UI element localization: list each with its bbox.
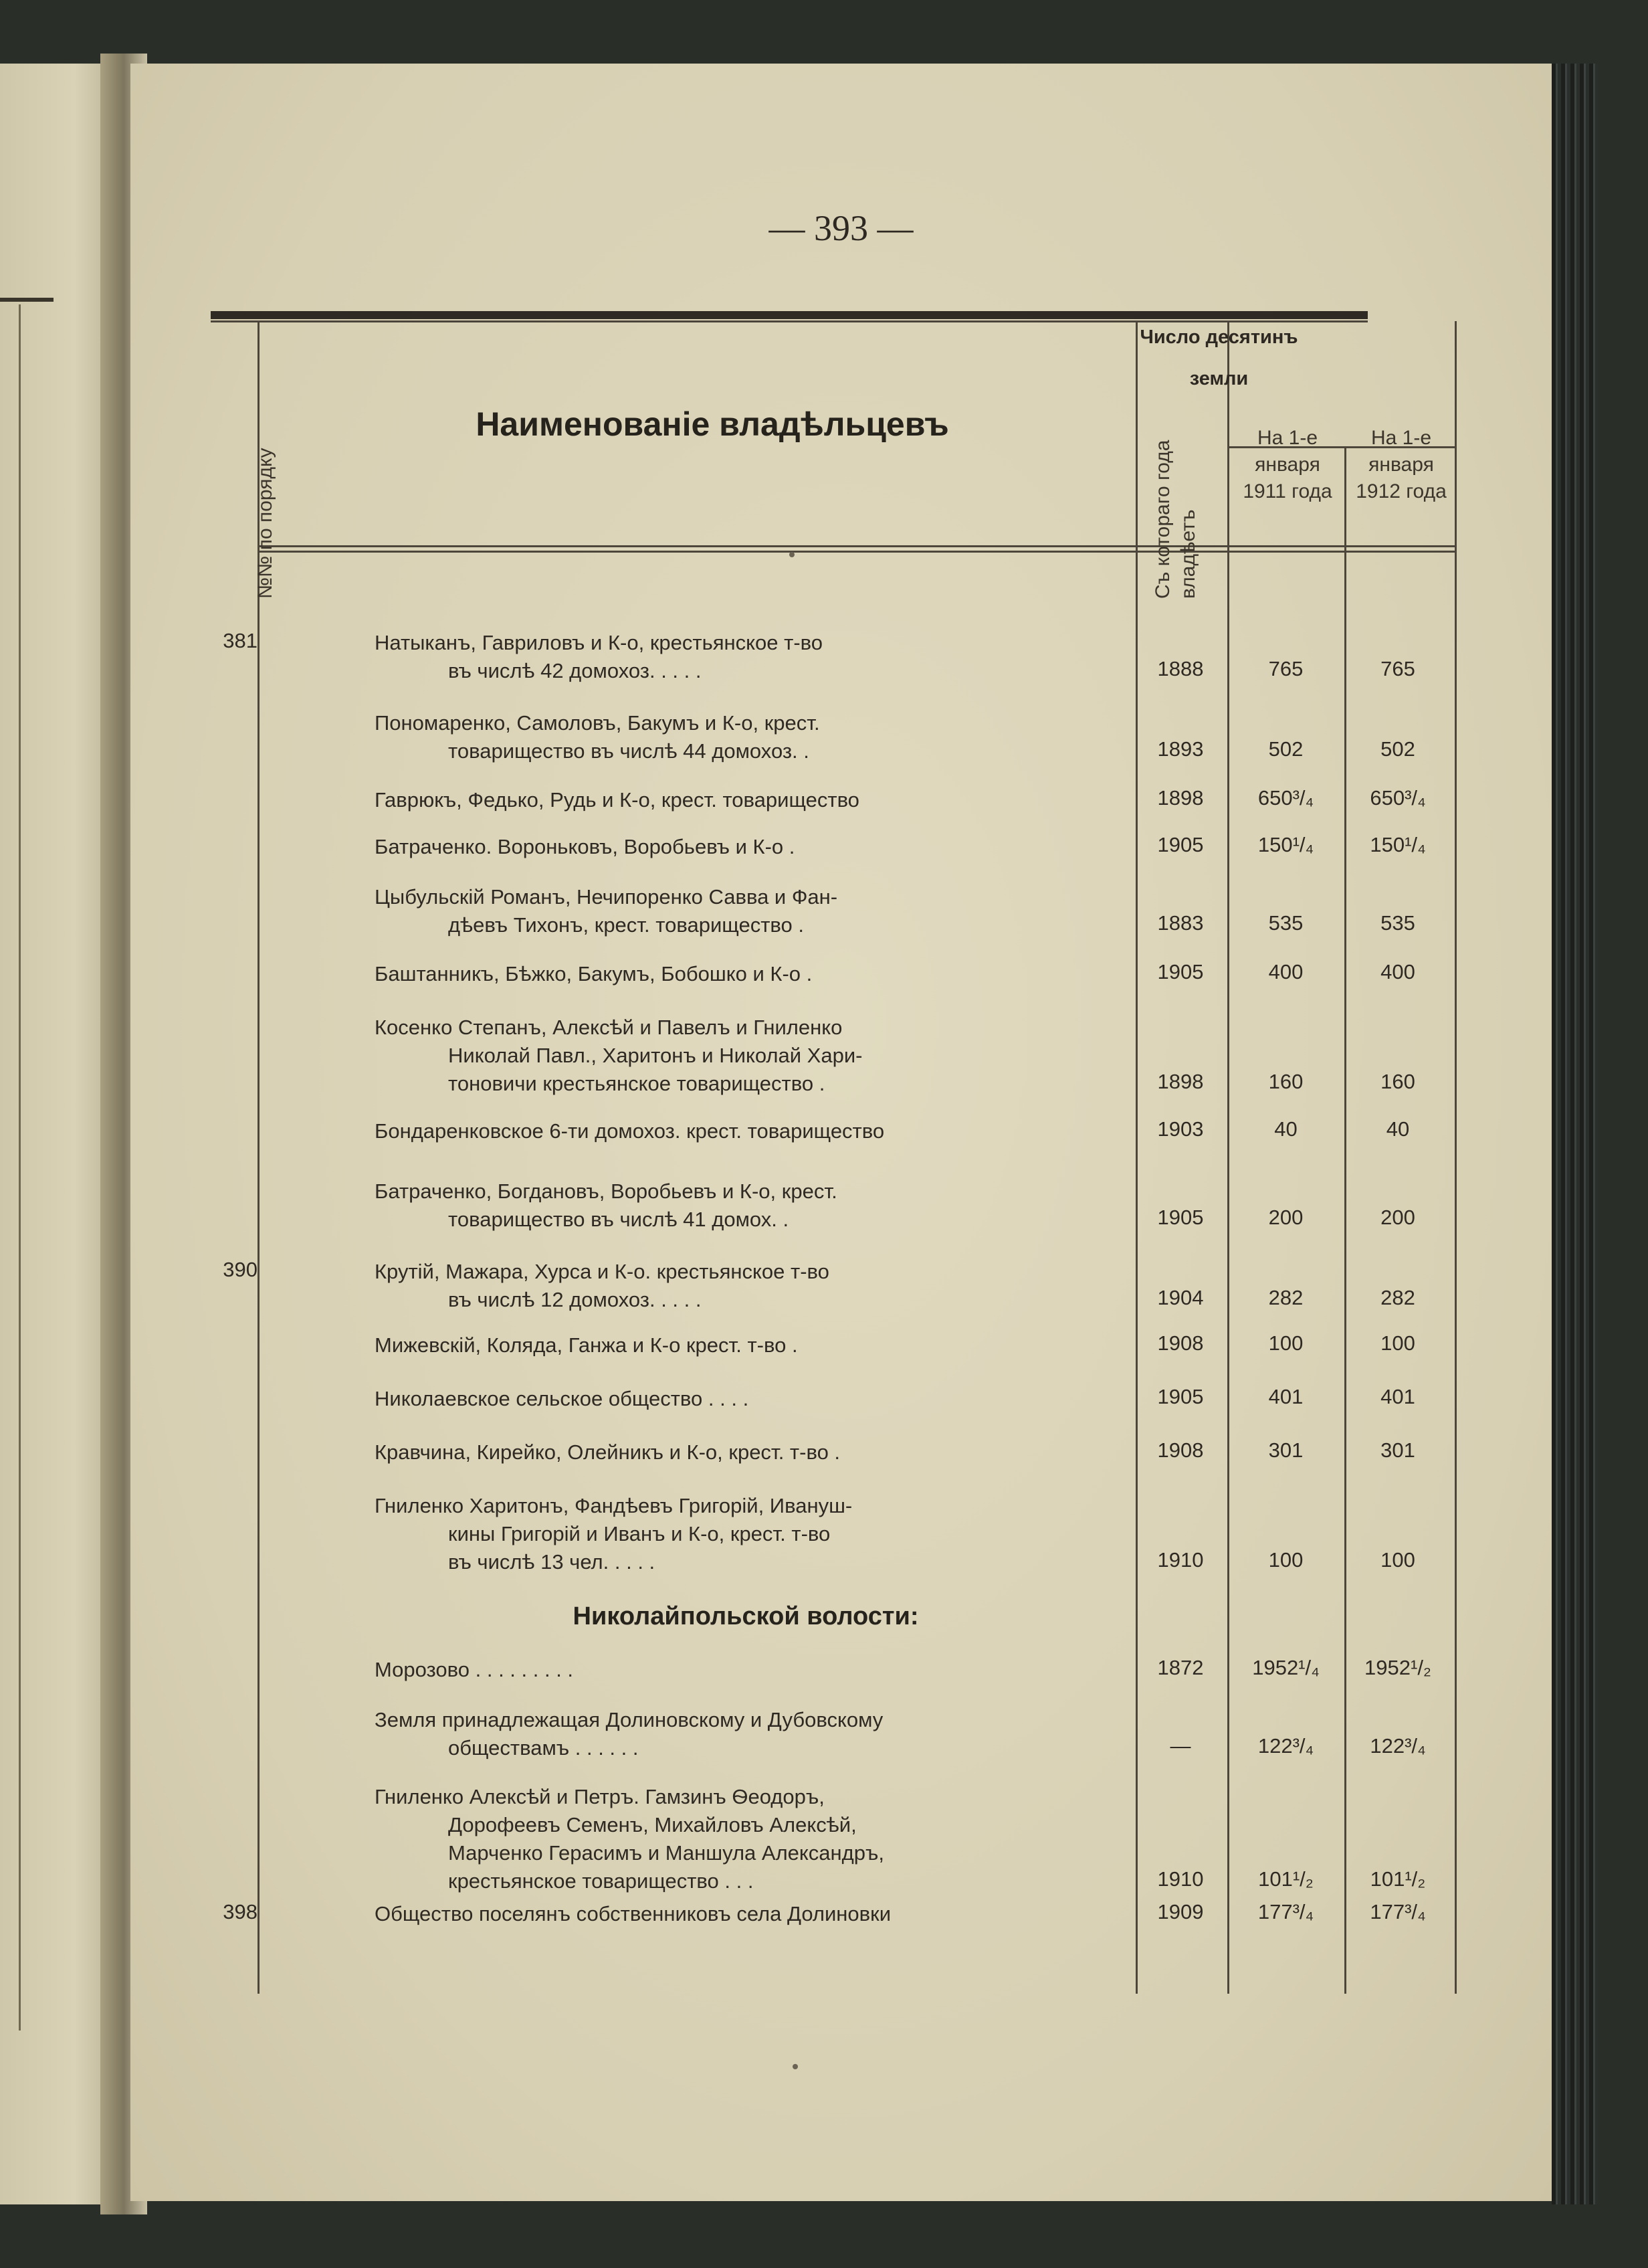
owner-name-line: Батраченко. Вороньковъ, Воробьевъ и К-о . xyxy=(375,835,795,858)
header-since-year-line2: владѣетъ xyxy=(1177,509,1199,599)
owner-name-line: Общество поселянъ собственниковъ села Долиновки xyxy=(375,1902,892,1925)
owner-name-line: Батраченко, Богдановъ, Воробьевъ и К-о, крест. xyxy=(375,1179,837,1203)
area-1911: 177³/₄ xyxy=(1257,1900,1314,1923)
area-1911: 502 xyxy=(1268,737,1304,761)
owner-name-line: Дорофеевъ Семенъ, Михайловъ Алексѣй, xyxy=(448,1813,857,1836)
area-1911: 101¹/₂ xyxy=(1258,1867,1314,1891)
header-col-1912: На 1-е января 1912 года xyxy=(1356,427,1447,502)
since-year: 1905 xyxy=(1157,833,1204,856)
area-1911: 122³/₄ xyxy=(1257,1734,1314,1758)
header-col-1911: На 1-е января 1911 года xyxy=(1243,427,1332,502)
area-1912: 177³/₄ xyxy=(1370,1900,1426,1923)
page-number: — 393 — xyxy=(768,208,914,248)
owner-name-line: крестьянское товарищество . . . xyxy=(448,1869,754,1893)
area-1912: 100 xyxy=(1380,1548,1415,1572)
since-year: 1905 xyxy=(1157,1385,1204,1408)
since-year: 1910 xyxy=(1157,1867,1204,1891)
owner-name-line: Кравчина, Кирейко, Олейникъ и К-о, крест. т-во . xyxy=(375,1440,841,1464)
row-number: 398 xyxy=(223,1900,258,1923)
area-1911: 650³/₄ xyxy=(1257,786,1314,810)
owner-name-line: Земля принадлежащая Долиновскому и Дубовскому xyxy=(375,1708,884,1731)
area-1912: 282 xyxy=(1380,1286,1415,1309)
left-page-rule xyxy=(0,298,54,302)
owner-name xyxy=(375,1331,1144,1359)
since-year: 1904 xyxy=(1157,1286,1204,1309)
area-1912: 400 xyxy=(1380,960,1415,983)
header-number: №№ по порядку xyxy=(254,448,276,599)
header-owner-name: Наименованіе владѣльцевъ xyxy=(476,405,949,443)
owner-name xyxy=(375,1258,1144,1314)
area-1912: 502 xyxy=(1380,737,1415,761)
owner-name-line: товарищество въ числѣ 44 домохоз. . xyxy=(448,739,809,763)
since-year: 1893 xyxy=(1157,737,1204,761)
page-stack-edge xyxy=(1552,64,1599,2204)
owner-name-line: Косенко Степанъ, Алексѣй и Павелъ и Гниленко xyxy=(375,1016,843,1039)
owner-name xyxy=(375,960,1144,988)
owner-name-line: Цыбульскій Романъ, Нечипоренко Савва и Фан- xyxy=(375,885,838,909)
owner-name-line: Марченко Герасимъ и Маншула Александръ, xyxy=(448,1841,884,1865)
owner-name-line: тоновичи крестьянское товарищество . xyxy=(448,1072,825,1095)
since-year: 1872 xyxy=(1157,1656,1204,1679)
owner-name xyxy=(375,1014,1144,1098)
owner-name-line: дѣевъ Тихонъ, крест. товарищество . xyxy=(448,913,804,937)
owner-name xyxy=(375,1177,1144,1234)
print-speck xyxy=(789,552,795,557)
owner-name-line: Николаевское сельское общество . . . . xyxy=(375,1387,749,1410)
since-year: 1898 xyxy=(1157,786,1204,810)
area-1912: 200 xyxy=(1380,1206,1415,1229)
owner-name-line: Крутій, Мажара, Хурса и К-о. крестьянское т-во xyxy=(375,1260,829,1283)
area-1911: 301 xyxy=(1268,1438,1304,1462)
owner-name-line: Морозово . . . . . . . . . xyxy=(375,1658,574,1681)
owner-name xyxy=(375,629,1144,685)
area-1912: 535 xyxy=(1380,911,1415,935)
since-year: 1905 xyxy=(1157,960,1204,983)
owner-name xyxy=(375,1385,1144,1413)
owner-name xyxy=(375,1656,1144,1684)
row-number: 390 xyxy=(223,1258,258,1281)
area-1911: 1952¹/₄ xyxy=(1252,1656,1320,1679)
header-land-group-text: Число десятинъ земли xyxy=(1140,326,1298,389)
owner-name-line: въ числѣ 42 домохоз. . . . . xyxy=(448,659,702,682)
page xyxy=(130,64,1552,2201)
since-year: 1883 xyxy=(1157,911,1204,935)
row-number: 381 xyxy=(223,629,258,652)
owner-name xyxy=(375,1117,1144,1145)
area-1912: 160 xyxy=(1380,1070,1415,1093)
owner-name-line: Бондаренковское 6-ти домохоз. крест. товарищество xyxy=(375,1119,885,1143)
owner-name-line: Натыканъ, Гавриловъ и К-о, крестьянское т-во xyxy=(375,631,823,654)
since-year: 1908 xyxy=(1157,1331,1204,1355)
area-1912: 100 xyxy=(1380,1331,1415,1355)
since-year: — xyxy=(1170,1734,1191,1758)
owner-name-line: кины Григорій и Иванъ и К-о, крест. т-во xyxy=(448,1522,831,1545)
owner-name-line: Гаврюкъ, Федько, Рудь и К-о, крест. товарищество xyxy=(375,788,859,812)
area-1911: 400 xyxy=(1268,960,1304,983)
owner-name xyxy=(375,786,1144,814)
print-speck xyxy=(793,2064,798,2069)
area-1911: 200 xyxy=(1268,1206,1304,1229)
header-since-year-line1: Съ котораго года xyxy=(1152,440,1174,599)
area-1911: 535 xyxy=(1268,911,1304,935)
owner-name-line: Мижевскій, Коляда, Ганжа и К-о крест. т-во . xyxy=(375,1333,798,1357)
area-1911: 282 xyxy=(1268,1286,1304,1309)
owner-name xyxy=(375,1900,1144,1928)
since-year: 1903 xyxy=(1157,1117,1204,1141)
owner-name xyxy=(375,1492,1144,1576)
owner-name xyxy=(375,833,1144,861)
owner-name-line: въ числѣ 12 домохоз. . . . . xyxy=(448,1288,702,1311)
area-1911: 401 xyxy=(1268,1385,1304,1408)
area-1912: 40 xyxy=(1386,1117,1410,1141)
owner-name-line: въ числѣ 13 чел. . . . . xyxy=(448,1550,655,1574)
owner-name xyxy=(375,1783,1144,1895)
owner-name xyxy=(375,1706,1144,1762)
since-year: 1908 xyxy=(1157,1438,1204,1462)
owner-name-line: Николай Павл., Харитонъ и Николай Хари- xyxy=(448,1044,863,1067)
owner-name-line: обществамъ . . . . . . xyxy=(448,1736,639,1760)
since-year: 1898 xyxy=(1157,1070,1204,1093)
area-1912: 301 xyxy=(1380,1438,1415,1462)
owner-name xyxy=(375,1438,1144,1467)
since-year: 1909 xyxy=(1157,1900,1204,1923)
area-1911: 150¹/₄ xyxy=(1257,833,1314,856)
since-year: 1888 xyxy=(1157,657,1204,680)
header-since-year xyxy=(1150,440,1201,599)
area-1911: 100 xyxy=(1268,1331,1304,1355)
owner-name xyxy=(375,709,1144,765)
area-1911: 160 xyxy=(1268,1070,1304,1093)
area-1912: 101¹/₂ xyxy=(1370,1867,1426,1891)
since-year: 1905 xyxy=(1157,1206,1204,1229)
owner-name-line: Баштанникъ, Бѣжко, Бакумъ, Бобошко и К-о . xyxy=(375,962,813,985)
area-1911: 765 xyxy=(1268,657,1304,680)
owner-name-line: Гниленко Алексѣй и Петръ. Гамзинъ Ѳеодоръ, xyxy=(375,1785,825,1808)
area-1912: 150¹/₄ xyxy=(1370,833,1426,856)
owner-name-line: Пономаренко, Самоловъ, Бакумъ и К-о, крест. xyxy=(375,711,820,735)
area-1912: 122³/₄ xyxy=(1370,1734,1426,1758)
area-1911: 100 xyxy=(1268,1548,1304,1572)
column-divider xyxy=(1455,321,1457,1994)
area-1911: 40 xyxy=(1274,1117,1298,1141)
section-heading: Николайпольской волости: xyxy=(573,1602,919,1630)
since-year: 1910 xyxy=(1157,1548,1204,1572)
header-land-group xyxy=(1097,316,1341,399)
owner-name-line: Гниленко Харитонъ, Фандѣевъ Григорій, Ивануш- xyxy=(375,1494,853,1517)
left-page-column-line xyxy=(19,304,21,2030)
area-1912: 765 xyxy=(1380,657,1415,680)
header-bottom-rule xyxy=(258,545,1455,547)
owner-name xyxy=(375,883,1144,939)
owner-name-line: товарищество въ числѣ 41 домох. . xyxy=(448,1208,789,1231)
area-1912: 401 xyxy=(1380,1385,1415,1408)
area-1912: 650³/₄ xyxy=(1370,786,1426,810)
header-bottom-rule-2 xyxy=(258,551,1455,553)
area-1912: 1952¹/₂ xyxy=(1364,1656,1431,1679)
